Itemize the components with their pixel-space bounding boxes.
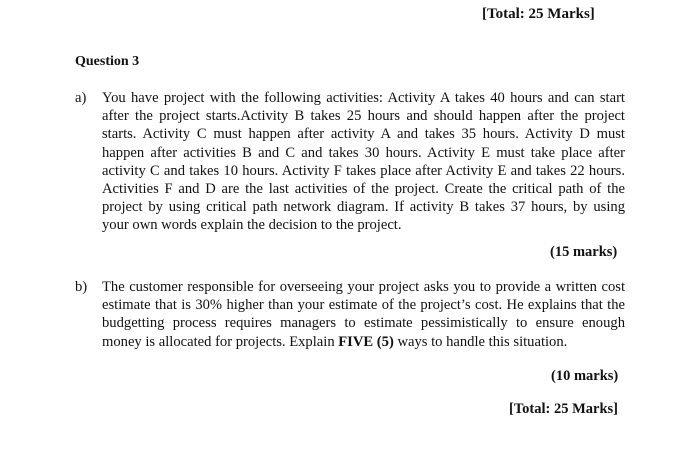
question-part-a xyxy=(75,89,625,235)
part-b-label: b) xyxy=(75,279,88,295)
total-marks-footer: [Total: 25 Marks] xyxy=(509,401,619,417)
part-b-text-after: ways to handle this situation. xyxy=(393,333,568,350)
question-part-b xyxy=(75,278,625,351)
question-title: Question 3 xyxy=(75,54,140,69)
part-b-text xyxy=(102,278,625,351)
part-a-marks: (15 marks) xyxy=(550,244,618,260)
part-b-text-bold: FIVE (5) xyxy=(338,333,394,350)
part-a-label: a) xyxy=(75,90,87,106)
total-marks-header: [Total: 25 Marks] xyxy=(482,6,595,22)
part-b-text-before: The customer responsible for overseeing your project asks you to provide a written cost estimate that is 30% higher than your estimate of the project’s cost. He explains that the budgetting process requires managers to estimate pessimistically to ensure enough money is allocated for projects. Explain xyxy=(102,279,625,350)
part-b-marks: (10 marks) xyxy=(551,368,619,384)
part-a-text: You have project with the following activities: Activity A takes 40 hours and can start after the project starts.Activity B takes 25 hours and should happen after the project starts. Activity C must happen after activity A and takes 35 hours. Activity D must happen after activities B and C and takes 30 hours. Activity E must take place after activity C and takes 10 hours. Activity F takes place after Activity E and takes 22 hours. Activities F and D are the last activities of the project. Create the critical path of the project by using critical path network diagram. If activity B takes 37 hours, by using your own words explain the decision to the project. xyxy=(102,90,625,234)
